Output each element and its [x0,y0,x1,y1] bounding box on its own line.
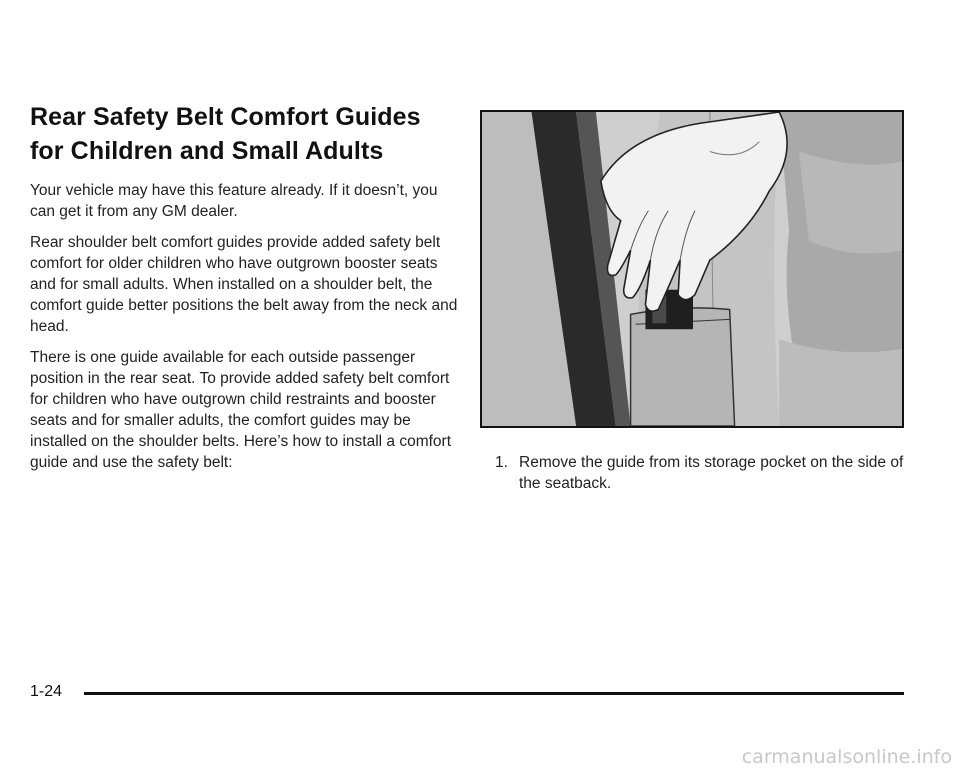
hand-removing-guide-drawing [482,112,902,426]
description-paragraph: Rear shoulder belt comfort guides provide added safety belt comfort for older children who have outgrown booster seats and for small adults. When installed on a shoulder belt, the comfort guide better positions the belt away from the neck and head. [30,234,458,335]
page-number: 1-24 [30,683,63,700]
text-column [30,100,460,483]
section-title: Rear Safety Belt Comfort Guides for Children and Small Adults [30,103,421,165]
installation-paragraph: There is one guide available for each outside passenger position in the rear seat. To provide added safety belt comfort for children who have outgrown child restraints and booster seats and for smaller adults, the comfort guides may be installed on the shoulder belts. Here’s how to install a comfort guide and use the safety belt: [30,349,452,471]
step-item [495,452,915,494]
step-text: Remove the guide from its storage pocket on the side of the seatback. [519,454,904,492]
intro-paragraph: Your vehicle may have this feature already. If it doesn’t, you can get it from any GM dealer. [30,182,438,220]
seat-pocket-illustration [480,110,904,428]
watermark: carmanualsonline.info [741,746,952,768]
footer-rule [84,692,904,695]
step-number: 1. [495,454,508,471]
